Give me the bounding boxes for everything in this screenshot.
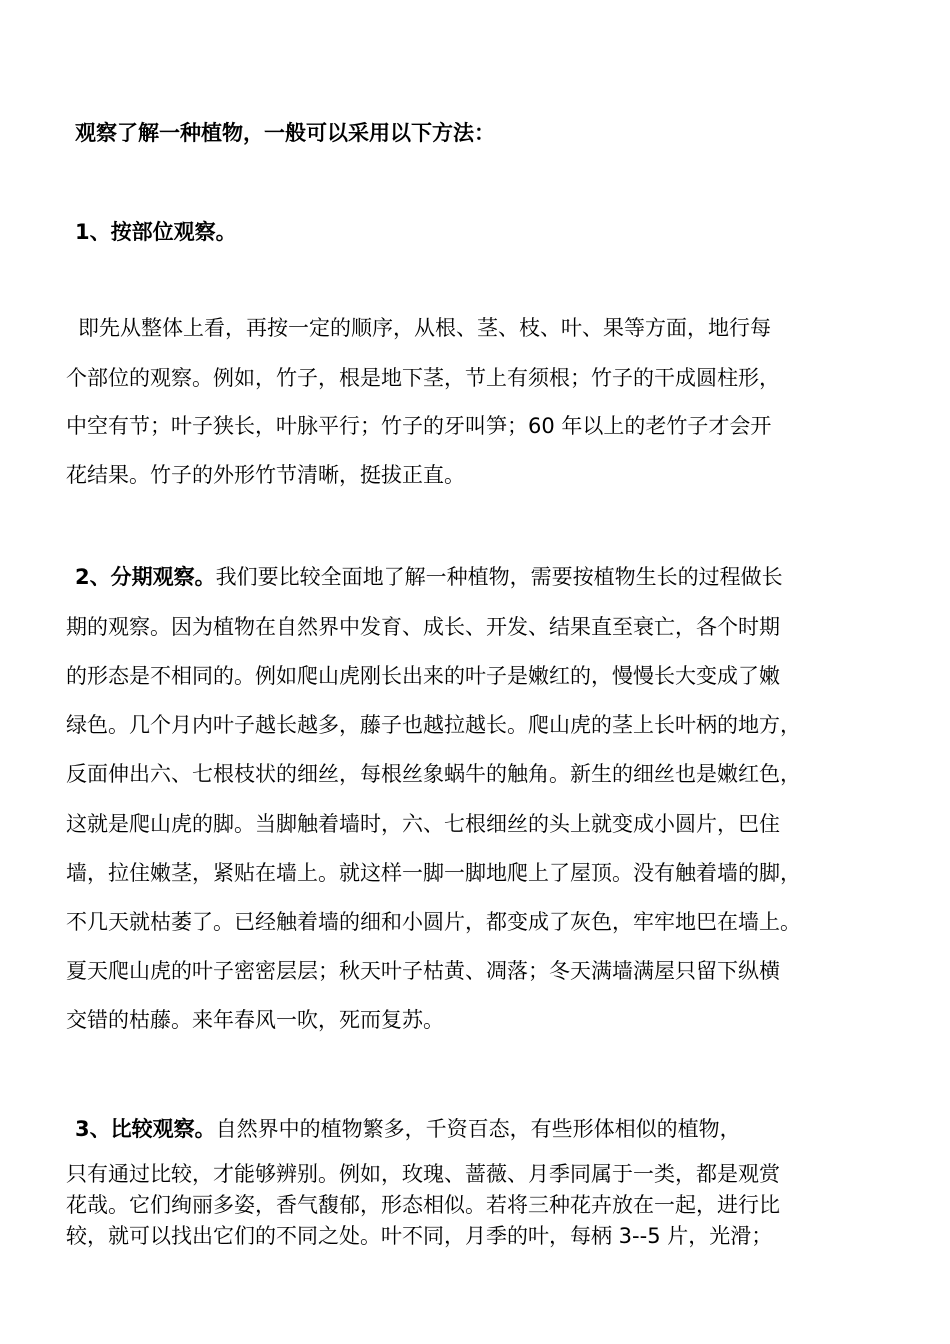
section-2-line: 不几天就枯萎了。已经触着墙的细和小圆片，都变成了灰色，牢牢地巴在墙上。	[66, 910, 801, 934]
section-2-line: 墙，拉住嫩茎，紧贴在墙上。就这样一脚一脚地爬上了屋顶。没有触着墙的脚，	[66, 861, 801, 885]
section-2-line: 交错的枯藤。来年春风一吹，死而复苏。	[66, 1008, 444, 1032]
section-1-line: 即先从整体上看，再按一定的顺序，从根、茎、枝、叶、果等方面，地行每	[78, 316, 771, 340]
section-3-first-line	[75, 1117, 741, 1141]
section-2-line: 的形态是不相同的。例如爬山虎刚长出来的叶子是嫩红的，慢慢长大变成了嫩	[66, 664, 780, 688]
section-3-first-line-text: 自然界中的植物繁多，千资百态，有些形体相似的植物，	[215, 1117, 741, 1141]
section-2-line: 这就是爬山虎的脚。当脚触着墙时，六、七根细丝的头上就变成小圆片，巴住	[66, 812, 780, 836]
document-title: 观察了解一种植物，一般可以采用以下方法：	[75, 121, 495, 145]
section-1-heading: 1、按部位观察。	[75, 220, 237, 244]
section-2-first-line	[75, 565, 783, 589]
section-3-line: 只有通过比较，才能够辨别。例如，玫瑰、蔷薇、月季同属于一类，都是观赏	[66, 1162, 780, 1186]
section-1-line: 中空有节；叶子狭长，叶脉平行；竹子的牙叫笋；60 年以上的老竹子才会开	[66, 414, 772, 438]
section-3-heading: 3、比较观察。	[75, 1117, 216, 1141]
section-3-line: 花哉。它们绚丽多姿，香气馥郁，形态相似。若将三种花卉放在一起，进行比	[66, 1193, 780, 1217]
section-2-first-line-text: 我们要比较全面地了解一种植物，需要按植物生长的过程做长	[215, 565, 783, 589]
section-1-line: 花结果。竹子的外形竹节清晰，挺拔正直。	[66, 463, 465, 487]
section-3-line: 较，就可以找出它们的不同之处。叶不同，月季的叶，每柄 3--5 片，光滑；	[66, 1224, 773, 1248]
section-2-heading: 2、分期观察。	[75, 565, 216, 589]
section-1-line: 个部位的观察。例如，竹子，根是地下茎，节上有须根；竹子的干成圆柱形，	[66, 366, 780, 390]
section-2-line: 夏天爬山虎的叶子密密层层；秋天叶子枯黄、凋落；冬天满墙满屋只留下纵横	[66, 959, 780, 983]
section-2-line: 期的观察。因为植物在自然界中发育、成长、开发、结果直至衰亡，各个时期	[66, 615, 780, 639]
section-2-line: 反面伸出六、七根枝状的细丝，每根丝象蜗牛的触角。新生的细丝也是嫩红色，	[66, 762, 801, 786]
section-2-line: 绿色。几个月内叶子越长越多，藤子也越拉越长。爬山虎的茎上长叶柄的地方，	[66, 713, 801, 737]
